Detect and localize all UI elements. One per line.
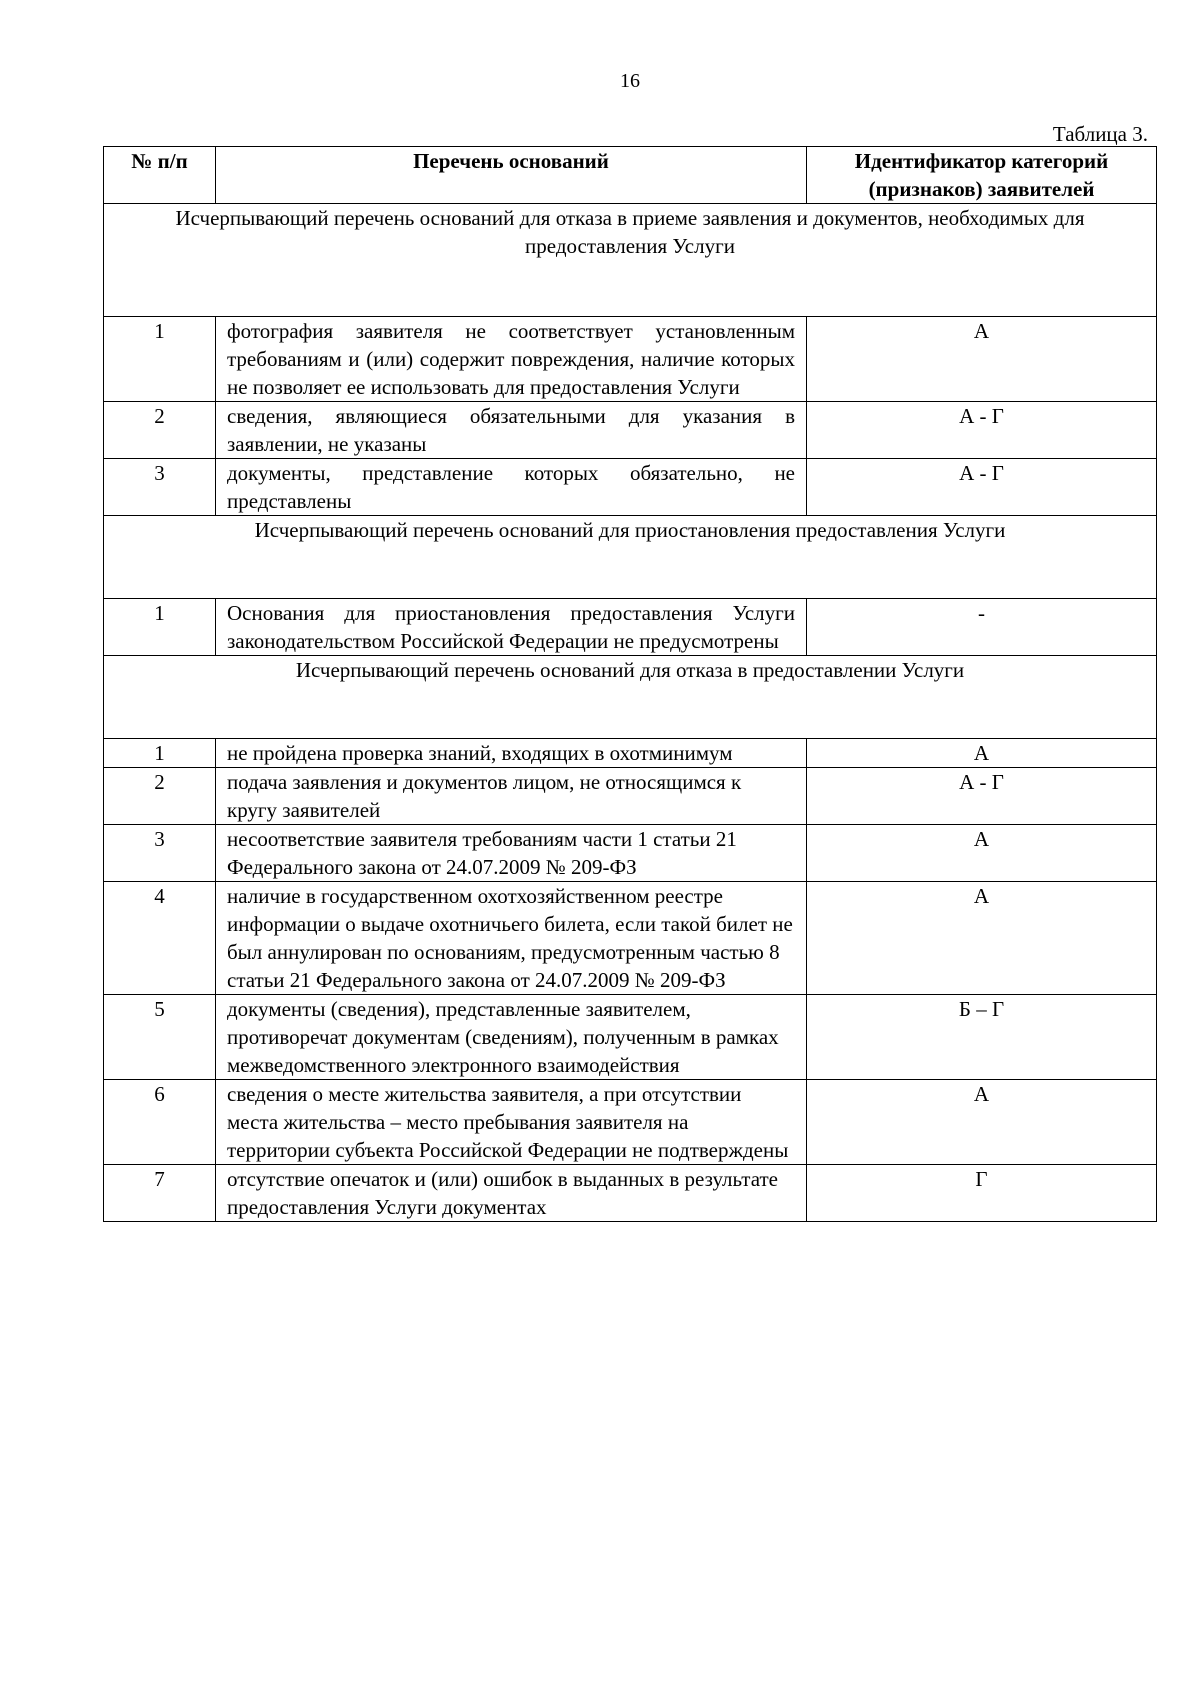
row-reason: Основания для приостановления предоставления Услуги законодательством Российской Федерации не предусмотрены <box>216 599 807 656</box>
table-row <box>104 459 1157 516</box>
row-identifier: А <box>807 882 1157 995</box>
row-number: 2 <box>104 402 216 459</box>
table-row <box>104 995 1157 1080</box>
row-identifier: Б – Г <box>807 995 1157 1080</box>
row-number: 3 <box>104 825 216 882</box>
row-identifier: - <box>807 599 1157 656</box>
table-row <box>104 1165 1157 1222</box>
section-title-refusal-service: Исчерпывающий перечень оснований для отказа в предоставлении Услуги <box>104 656 1157 739</box>
row-number: 3 <box>104 459 216 516</box>
section-row <box>104 204 1157 317</box>
grounds-table <box>103 146 1157 1222</box>
row-reason: отсутствие опечаток и (или) ошибок в выданных в результате предоставления Услуги документах <box>216 1165 807 1222</box>
section-title-suspension: Исчерпывающий перечень оснований для приостановления предоставления Услуги <box>104 516 1157 599</box>
row-reason: подача заявления и документов лицом, не относящимся к кругу заявителей <box>216 768 807 825</box>
row-reason: наличие в государственном охотхозяйственном реестре информации о выдаче охотничьего билета, если такой билет не был аннулирован по основаниям, предусмотренным частью 8 статьи 21 Федерального закона от 24.07.2009 № 209-ФЗ <box>216 882 807 995</box>
section-row <box>104 516 1157 599</box>
row-number: 2 <box>104 768 216 825</box>
row-reason: не пройдена проверка знаний, входящих в охотминимум <box>216 739 807 768</box>
row-reason: сведения, являющиеся обязательными для указания в заявлении, не указаны <box>216 402 807 459</box>
page-number: 16 <box>620 70 640 92</box>
row-number: 6 <box>104 1080 216 1165</box>
row-identifier: А - Г <box>807 459 1157 516</box>
row-identifier: А - Г <box>807 768 1157 825</box>
header-reasons: Перечень оснований <box>216 147 807 204</box>
row-reason: документы (сведения), представленные заявителем, противоречат документам (сведениям), полученным в рамках межведомственного электронного взаимодействия <box>216 995 807 1080</box>
table-row <box>104 1080 1157 1165</box>
row-identifier: А <box>807 739 1157 768</box>
row-identifier: Г <box>807 1165 1157 1222</box>
row-reason: документы, представление которых обязательно, не представлены <box>216 459 807 516</box>
section-row <box>104 656 1157 739</box>
section-title-refusal-acceptance: Исчерпывающий перечень оснований для отказа в приеме заявления и документов, необходимых для предоставления Услуги <box>104 204 1157 317</box>
row-identifier: А <box>807 1080 1157 1165</box>
row-number: 1 <box>104 739 216 768</box>
table-header-row <box>104 147 1157 204</box>
row-reason: сведения о месте жительства заявителя, а при отсутствии места жительства – место пребывания заявителя на территории субъекта Российской Федерации не подтверждены <box>216 1080 807 1165</box>
row-number: 4 <box>104 882 216 995</box>
table-caption: Таблица 3. <box>1052 122 1148 146</box>
row-identifier: А - Г <box>807 402 1157 459</box>
table-row <box>104 402 1157 459</box>
table-row <box>104 317 1157 402</box>
table-row <box>104 825 1157 882</box>
table-row <box>104 768 1157 825</box>
table-row <box>104 882 1157 995</box>
row-reason: фотография заявителя не соответствует установленным требованиям и (или) содержит повреждения, наличие которых не позволяет ее использовать для предоставления Услуги <box>216 317 807 402</box>
header-num: № п/п <box>104 147 216 204</box>
row-reason: несоответствие заявителя требованиям части 1 статьи 21 Федерального закона от 24.07.2009 № 209-ФЗ <box>216 825 807 882</box>
table-row <box>104 739 1157 768</box>
row-identifier: А <box>807 825 1157 882</box>
row-number: 1 <box>104 599 216 656</box>
row-number: 7 <box>104 1165 216 1222</box>
row-number: 5 <box>104 995 216 1080</box>
header-identifier: Идентификатор категорий (признаков) заявителей <box>807 147 1157 204</box>
row-identifier: А <box>807 317 1157 402</box>
table-row <box>104 599 1157 656</box>
row-number: 1 <box>104 317 216 402</box>
